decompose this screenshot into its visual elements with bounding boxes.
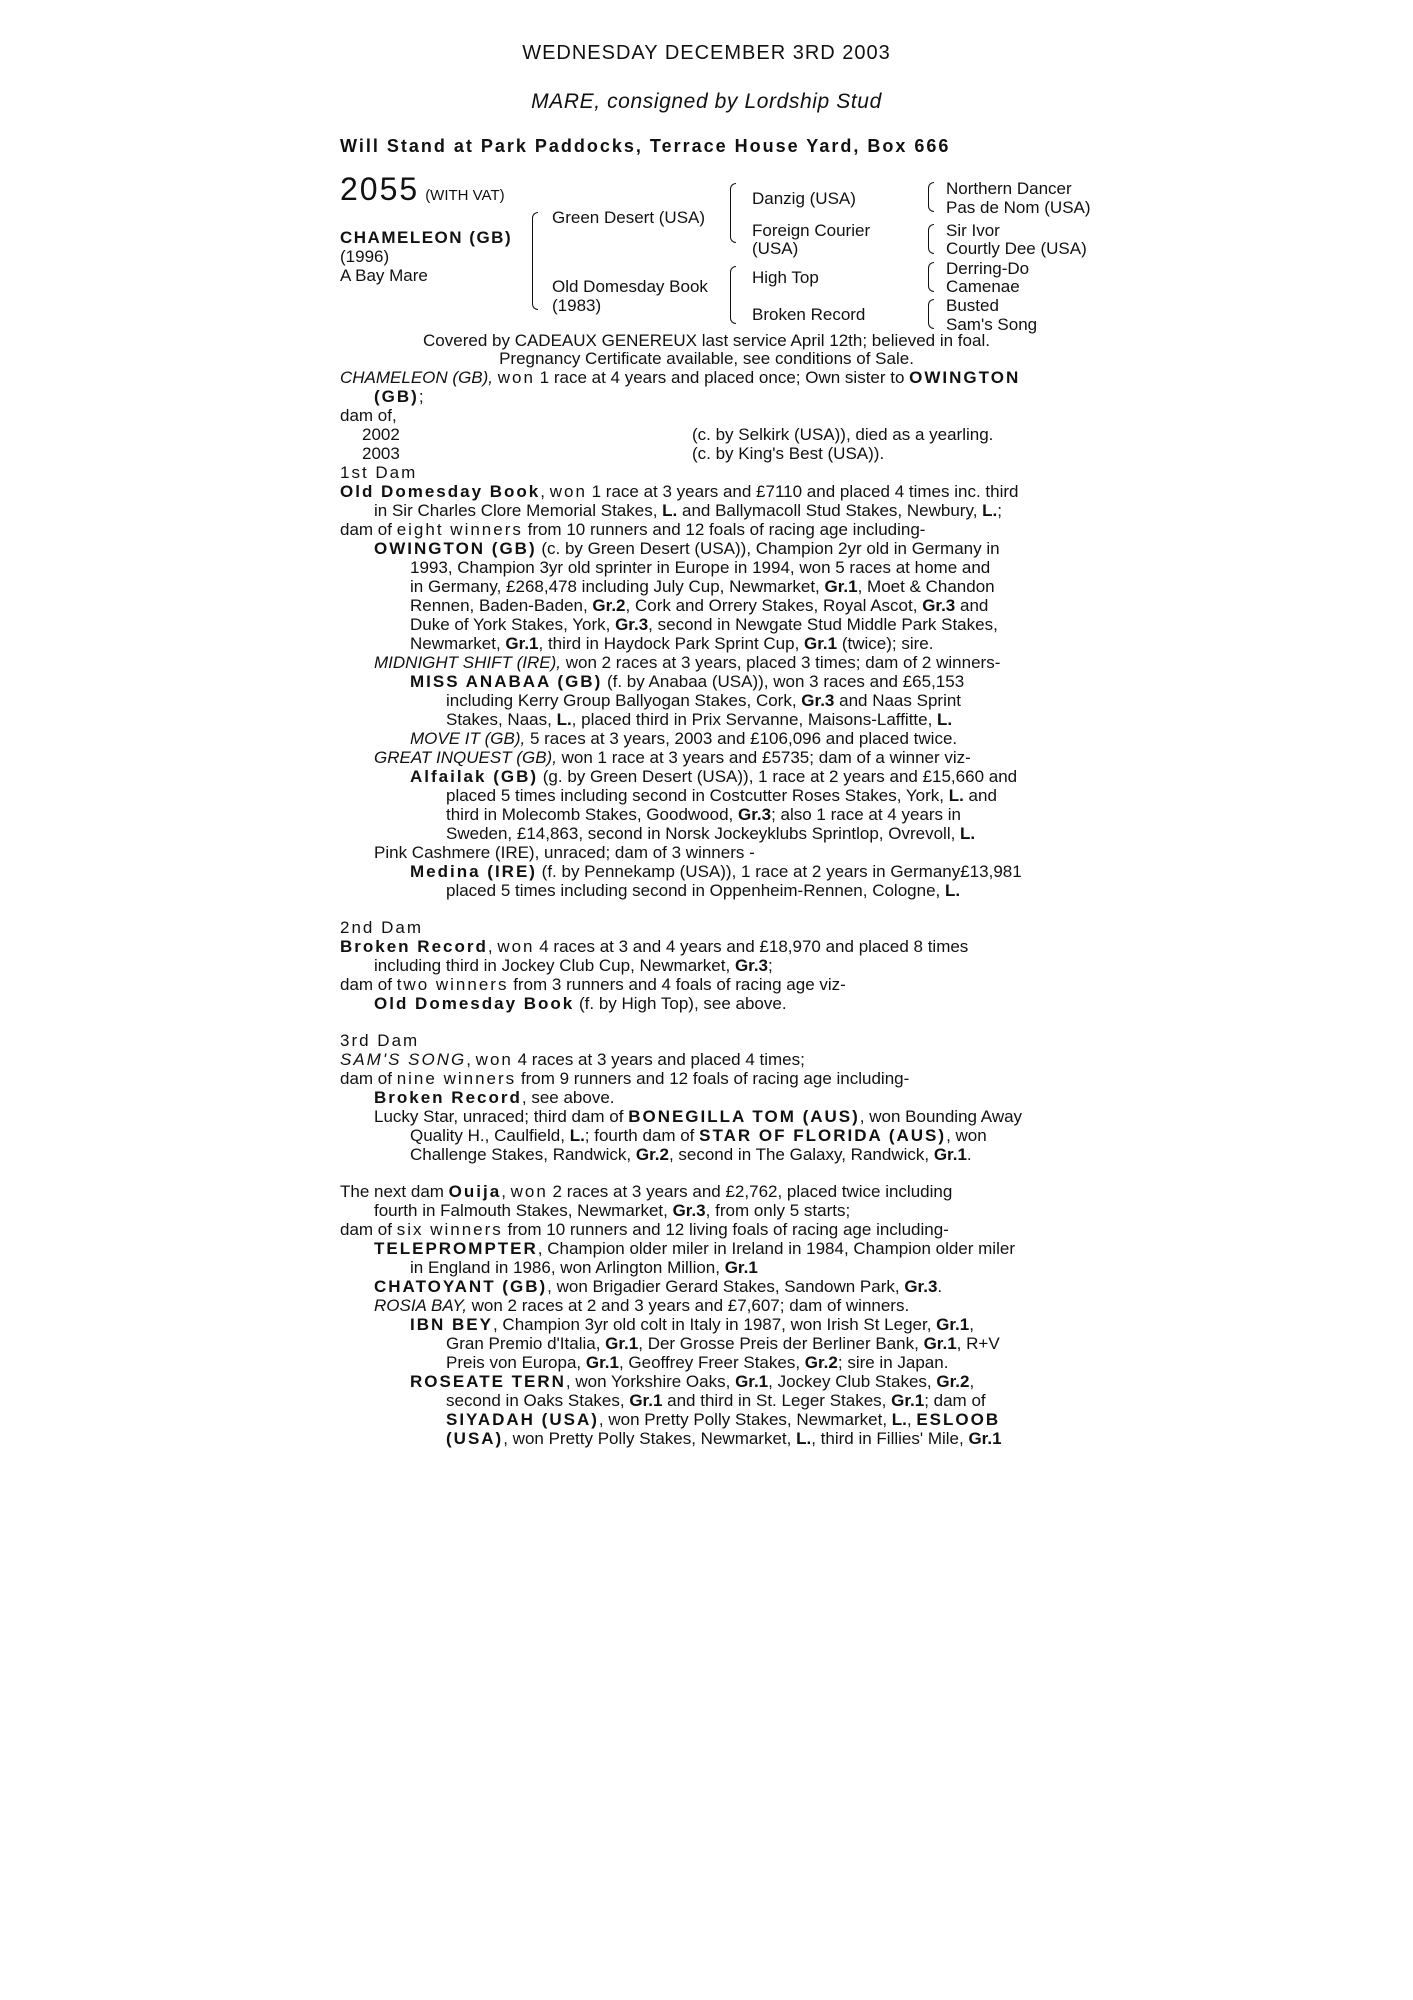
dam-line: The next dam Ouija, won 2 races at 3 years and £2,762, placed twice including — [340, 1182, 953, 1201]
progeny-line: IBN BEY, Champion 3yr old colt in Italy in 1987, won Irish St Leger, Gr.1, — [410, 1315, 974, 1334]
progeny-line: Pink Cashmere (IRE), unraced; dam of 3 winners - — [374, 843, 755, 862]
pregnancy-note: Pregnancy Certificate available, see conditions of Sale. — [499, 349, 914, 368]
progeny-line: MIDNIGHT SHIFT (IRE), won 2 races at 3 years, placed 3 times; dam of 2 winners- — [374, 653, 1001, 672]
spacer — [340, 900, 1080, 918]
progeny-line: MOVE IT (GB), 5 races at 3 years, 2003 and £106,096 and placed twice. — [410, 729, 958, 748]
lot-number-row — [340, 171, 505, 207]
dam-line: including third in Jockey Club Cup, Newmarket, Gr.3; — [374, 956, 773, 975]
pedigree-ddd: Sam's Song — [946, 315, 1038, 334]
pedigree-brace-dam — [730, 266, 736, 324]
progeny-line: Broken Record, see above. — [374, 1088, 615, 1107]
progeny-line: including Kerry Group Ballyogan Stakes, Cork, Gr.3 and Naas Sprint — [446, 691, 962, 710]
horse-year: (1996) — [340, 247, 390, 266]
pedigree-sss: Northern Dancer — [946, 179, 1072, 198]
progeny-line: Quality H., Caulfield, L.; fourth dam of STAR OF FLORIDA (AUS), won — [410, 1126, 987, 1145]
pedigree-ssd: Pas de Nom (USA) — [946, 198, 1091, 217]
intro-line: CHAMELEON (GB), won 1 race at 4 years and placed once; Own sister to OWINGTON — [340, 368, 1021, 387]
horse-name: CHAMELEON (GB) — [340, 228, 513, 247]
progeny-line: SIYADAH (USA), won Pretty Polly Stakes, Newmarket, L., ESLOOB — [446, 1410, 1001, 1429]
stand-location: Will Stand at Park Paddocks, Terrace House Yard, Box 666 — [340, 136, 951, 156]
pedigree-brace-sd — [928, 224, 934, 254]
pedigree-notes — [340, 368, 1080, 1448]
progeny-line: Alfailak (GB) (g. by Green Desert (USA)), 1 race at 2 years and £15,660 and — [410, 767, 1018, 786]
progeny-line: Lucky Star, unraced; third dam of BONEGILLA TOM (AUS), won Bounding Away — [374, 1107, 1023, 1126]
progeny-line: Old Domesday Book (f. by High Top), see above. — [374, 994, 787, 1013]
intro-line: (GB); — [374, 387, 424, 406]
progeny-line: GREAT INQUEST (GB), won 1 race at 3 years and £5735; dam of a winner viz- — [374, 748, 971, 767]
pedigree-dam-year: (1983) — [552, 296, 602, 315]
progeny-line: TELEPROMPTER, Champion older miler in Ireland in 1984, Champion older miler — [374, 1239, 1015, 1258]
dam-line: dam of two winners from 3 runners and 4 foals of racing age viz- — [340, 975, 846, 994]
progeny-line: Stakes, Naas, L., placed third in Prix Servanne, Maisons-Laffitte, L. — [446, 710, 953, 729]
produce-row: 2002 (c. by Selkirk (USA)), died as a yearling. — [362, 425, 994, 444]
progeny-line: placed 5 times including second in Costcutter Roses Stakes, York, L. and — [446, 786, 997, 805]
progeny-line: Challenge Stakes, Randwick, Gr.2, second in The Galaxy, Randwick, Gr.1. — [410, 1145, 972, 1164]
pedigree-dam-dam: Broken Record — [752, 305, 866, 324]
progeny-line: second in Oaks Stakes, Gr.1 and third in St. Leger Stakes, Gr.1; dam of — [446, 1391, 986, 1410]
pedigree-dam: Old Domesday Book — [552, 277, 708, 296]
pedigree-dds: Busted — [946, 296, 999, 315]
consignment-line: MARE, consigned by Lordship Stud — [531, 90, 882, 113]
pedigree-dam-sire: High Top — [752, 268, 819, 287]
pedigree-sire-dam-country: (USA) — [752, 239, 799, 258]
progeny-line: Preis von Europa, Gr.1, Geoffrey Freer Stakes, Gr.2; sire in Japan. — [446, 1353, 949, 1372]
progeny-line: in Germany, £268,478 including July Cup, Newmarket, Gr.1, Moet & Chandon — [410, 577, 995, 596]
produce-row: 2003 (c. by King's Best (USA)). — [362, 444, 885, 463]
progeny-line: Rennen, Baden-Baden, Gr.2, Cork and Orrery Stakes, Royal Ascot, Gr.3 and — [410, 596, 989, 615]
pedigree-dsd: Camenae — [946, 277, 1020, 296]
dam-line: Broken Record, won 4 races at 3 and 4 years and £18,970 and placed 8 times — [340, 937, 969, 956]
pedigree-brace-dd — [928, 299, 934, 329]
progeny-line: placed 5 times including second in Oppenheim-Rennen, Cologne, L. — [446, 881, 961, 900]
sale-date: WEDNESDAY DECEMBER 3RD 2003 — [522, 42, 891, 64]
lot-number: 2055 — [340, 171, 420, 207]
dam-line: SAM'S SONG, won 4 races at 3 years and placed 4 times; — [340, 1050, 805, 1069]
progeny-line: 1993, Champion 3yr old sprinter in Europe in 1994, won 5 races at home and — [410, 558, 991, 577]
progeny-line: Duke of York Stakes, York, Gr.3, second in Newgate Stud Middle Park Stakes, — [410, 615, 998, 634]
section-heading: 1st Dam — [340, 463, 418, 482]
progeny-line: OWINGTON (GB) (c. by Green Desert (USA)), Champion 2yr old in Germany in — [374, 539, 1000, 558]
section-heading: 3rd Dam — [340, 1031, 420, 1050]
pedigree-sds: Sir Ivor — [946, 221, 1000, 240]
progeny-line: CHATOYANT (GB), won Brigadier Gerard Stakes, Sandown Park, Gr.3. — [374, 1277, 943, 1296]
vat-note: (WITH VAT) — [425, 187, 505, 204]
pedigree-brace-main — [532, 212, 538, 310]
dam-line: Old Domesday Book, won 1 race at 3 years and £7110 and placed 4 times inc. third — [340, 482, 1019, 501]
pedigree-brace-ss — [928, 182, 934, 212]
progeny-line: Sweden, £14,863, second in Norsk Jockeyklubs Sprintlop, Ovrevoll, L. — [446, 824, 976, 843]
progeny-line: ROSIA BAY, won 2 races at 2 and 3 years and £7,607; dam of winners. — [374, 1296, 910, 1315]
dam-line: fourth in Falmouth Stakes, Newmarket, Gr.3, from only 5 starts; — [374, 1201, 851, 1220]
pedigree-brace-sire — [730, 183, 736, 243]
spacer — [340, 1164, 1080, 1182]
pedigree-dss: Derring-Do — [946, 259, 1030, 278]
dam-line: in Sir Charles Clore Memorial Stakes, L. and Ballymacoll Stud Stakes, Newbury, L.; — [374, 501, 1002, 520]
progeny-line: ROSEATE TERN, won Yorkshire Oaks, Gr.1, Jockey Club Stakes, Gr.2, — [410, 1372, 975, 1391]
pedigree-brace-ds — [928, 262, 934, 292]
covered-note: Covered by CADEAUX GENEREUX last service April 12th; believed in foal. — [423, 331, 990, 350]
progeny-line: third in Molecomb Stakes, Goodwood, Gr.3; also 1 race at 4 years in — [446, 805, 962, 824]
pedigree-sdd: Courtly Dee (USA) — [946, 239, 1087, 258]
pedigree-sire-sire: Danzig (USA) — [752, 189, 856, 208]
dam-line: dam of eight winners from 10 runners and 12 foals of racing age including- — [340, 520, 926, 539]
dam-of-line: dam of, — [340, 406, 397, 425]
progeny-line: Newmarket, Gr.1, third in Haydock Park Sprint Cup, Gr.1 (twice); sire. — [410, 634, 934, 653]
dam-line: dam of nine winners from 9 runners and 12 foals of racing age including- — [340, 1069, 910, 1088]
section-heading: 2nd Dam — [340, 918, 423, 937]
pedigree-sire: Green Desert (USA) — [552, 208, 706, 227]
spacer — [340, 1013, 1080, 1031]
progeny-line: (USA), won Pretty Polly Stakes, Newmarket, L., third in Fillies' Mile, Gr.1 — [446, 1429, 1002, 1448]
horse-description: A Bay Mare — [340, 266, 428, 285]
pedigree-sire-dam: Foreign Courier — [752, 221, 871, 240]
progeny-line: Gran Premio d'Italia, Gr.1, Der Grosse Preis der Berliner Bank, Gr.1, R+V — [446, 1334, 1000, 1353]
progeny-line: Medina (IRE) (f. by Pennekamp (USA)), 1 race at 2 years in Germany£13,981 — [410, 862, 1022, 881]
progeny-line: in England in 1986, won Arlington Million, Gr.1 — [410, 1258, 758, 1277]
dam-line: dam of six winners from 10 runners and 12 living foals of racing age including- — [340, 1220, 949, 1239]
progeny-line: MISS ANABAA (GB) (f. by Anabaa (USA)), won 3 races and £65,153 — [410, 672, 965, 691]
